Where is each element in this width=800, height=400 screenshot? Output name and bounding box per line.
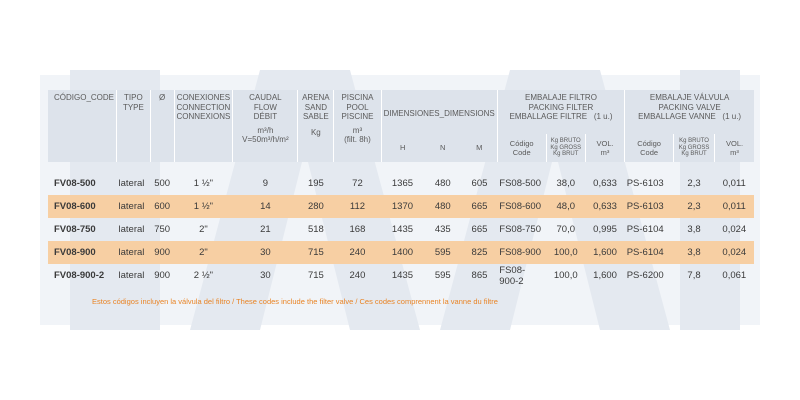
header-arena: ARENA SAND SABLE Kg xyxy=(298,90,334,162)
cell-type: lateral xyxy=(117,241,151,264)
header-valve-vol: VOL. m³ xyxy=(715,134,754,162)
header-filter-code: Código Code xyxy=(497,134,546,162)
cell-filter-kg: 100,0 xyxy=(553,270,578,281)
cell-filter-kg: 100,0 xyxy=(546,241,585,264)
cell-diameter: 600 xyxy=(150,195,174,218)
cell-type: lateral xyxy=(118,178,145,189)
cell-connection: 2" xyxy=(199,224,208,235)
header-m: M xyxy=(462,134,498,162)
cell-valve-code: PS-6103 xyxy=(626,178,664,189)
cell-filter-vol: 0,633 xyxy=(585,195,624,218)
cell-flow: 14 xyxy=(233,195,298,218)
cell-flow: 9 xyxy=(262,178,269,189)
cell-h: 1370 xyxy=(381,195,424,218)
header-dimensiones: DIMENSIONES_DIMENSIONS xyxy=(381,90,497,134)
cell-connection: 1 ½" xyxy=(193,178,214,189)
cell-flow: 30 xyxy=(233,241,298,264)
header-embalaje-valvula: EMBALAJE VÁLVULA PACKING VALVE EMBALLAGE VANNE (1 u.) xyxy=(625,90,754,134)
cell-h: 1435 xyxy=(391,270,414,281)
header-h: H xyxy=(381,134,424,162)
cell-connection: 2" xyxy=(174,241,233,264)
cell-code: FV08-600 xyxy=(48,195,117,218)
cell-h: 1435 xyxy=(391,224,414,235)
cell-valve-kg: 2,3 xyxy=(687,178,701,189)
cell-filter-kg: 48,0 xyxy=(546,195,585,218)
cell-filter-vol: 1,600 xyxy=(593,270,617,281)
cell-code: FV08-900 xyxy=(48,241,117,264)
cell-n: 595 xyxy=(424,241,462,264)
cell-m: 665 xyxy=(471,224,488,235)
cell-connection: 2 ½" xyxy=(193,270,214,281)
cell-code: FV08-500 xyxy=(54,178,96,189)
table-row xyxy=(48,172,754,195)
cell-filter-code: FS08-750 xyxy=(499,224,541,235)
cell-valve-vol: 0,024 xyxy=(715,241,754,264)
table-row xyxy=(48,195,754,218)
cell-m: 605 xyxy=(471,178,488,189)
cell-type: lateral xyxy=(118,224,145,235)
cell-filter-vol: 0,995 xyxy=(593,224,617,235)
cell-sand: 715 xyxy=(307,270,324,281)
header-embalaje-filtro: EMBALAJE FILTRO PACKING FILTER EMBALLAGE FILTRE (1 u.) xyxy=(497,90,624,134)
cell-pool: 240 xyxy=(334,241,381,264)
cell-n: 480 xyxy=(434,178,451,189)
cell-flow: 21 xyxy=(260,224,271,235)
cell-type: lateral xyxy=(117,195,151,218)
cell-filter-kg: 38,0 xyxy=(556,178,575,189)
header-filter-kg: Kg BRUTO Kg GROSS Kg BRUT xyxy=(546,134,585,162)
product-table xyxy=(48,90,754,287)
cell-connection: 1 ½" xyxy=(174,195,233,218)
cell-m: 665 xyxy=(462,195,498,218)
table-body xyxy=(48,172,754,287)
header-caudal: CAUDAL FLOW DÉBIT m³/h V=50m³/h/m² xyxy=(233,90,298,162)
cell-diameter: 900 xyxy=(154,270,171,281)
cell-filter-code: FS08-900-2 xyxy=(499,264,526,287)
cell-n: 480 xyxy=(424,195,462,218)
cell-filter-vol: 0,633 xyxy=(593,178,617,189)
cell-code: FV08-900-2 xyxy=(54,270,105,281)
cell-valve-code: PS-6200 xyxy=(626,270,664,281)
cell-sand: 195 xyxy=(307,178,324,189)
header-tipo: TIPO TYPE xyxy=(117,90,151,162)
cell-pool: 72 xyxy=(352,178,363,189)
table-row xyxy=(48,264,754,287)
cell-m: 825 xyxy=(462,241,498,264)
cell-filter-code: FS08-900 xyxy=(497,241,546,264)
cell-m: 865 xyxy=(471,270,488,281)
cell-filter-code: FS08-600 xyxy=(497,195,546,218)
header-n: N xyxy=(424,134,462,162)
table-row xyxy=(48,218,754,241)
cell-flow: 30 xyxy=(260,270,271,281)
cell-pool: 112 xyxy=(334,195,381,218)
cell-type: lateral xyxy=(118,270,145,281)
cell-valve-code: PS-6104 xyxy=(626,224,664,235)
cell-pool: 240 xyxy=(349,270,366,281)
cell-n: 595 xyxy=(434,270,451,281)
cell-n: 435 xyxy=(434,224,451,235)
cell-valve-vol: 0,011 xyxy=(722,178,746,189)
cell-filter-kg: 70,0 xyxy=(556,224,575,235)
cell-diameter: 750 xyxy=(154,224,171,235)
cell-filter-vol: 1,600 xyxy=(585,241,624,264)
cell-code: FV08-750 xyxy=(54,224,96,235)
cell-diameter: 500 xyxy=(154,178,171,189)
cell-sand: 280 xyxy=(298,195,334,218)
cell-h: 1365 xyxy=(391,178,414,189)
cell-valve-vol: 0,061 xyxy=(722,270,747,281)
cell-valve-code: PS-6103 xyxy=(625,195,674,218)
cell-valve-kg: 2,3 xyxy=(673,195,714,218)
cell-valve-vol: 0,024 xyxy=(722,224,747,235)
header-valve-code: Código Code xyxy=(625,134,674,162)
cell-valve-code: PS-6104 xyxy=(625,241,674,264)
cell-valve-kg: 3,8 xyxy=(687,224,701,235)
cell-filter-code: FS08-500 xyxy=(499,178,541,189)
cell-sand: 518 xyxy=(307,224,324,235)
header-diameter: Ø xyxy=(150,90,174,162)
cell-valve-kg: 3,8 xyxy=(673,241,714,264)
cell-diameter: 900 xyxy=(150,241,174,264)
footnote: Estos códigos incluyen la válvula del filtro / These codes include the filter valve / Ces codes comprennent la vanne du filtre xyxy=(92,297,498,306)
cell-valve-vol: 0,011 xyxy=(715,195,754,218)
cell-valve-kg: 7,8 xyxy=(687,270,701,281)
header-codigo: CÓDIGO_CODE xyxy=(48,90,117,162)
header-filter-vol: VOL. m³ xyxy=(585,134,624,162)
cell-h: 1400 xyxy=(381,241,424,264)
table-row xyxy=(48,241,754,264)
header-piscina: PISCINA POOL PISCINE m³ (filt. 8h) xyxy=(334,90,381,162)
cell-pool: 168 xyxy=(349,224,366,235)
header-valve-kg: Kg BRUTO Kg GROSS Kg BRUT xyxy=(673,134,714,162)
cell-sand: 715 xyxy=(298,241,334,264)
header-conexiones: CONEXIONES CONNECTION CONNEXIONS xyxy=(174,90,233,162)
